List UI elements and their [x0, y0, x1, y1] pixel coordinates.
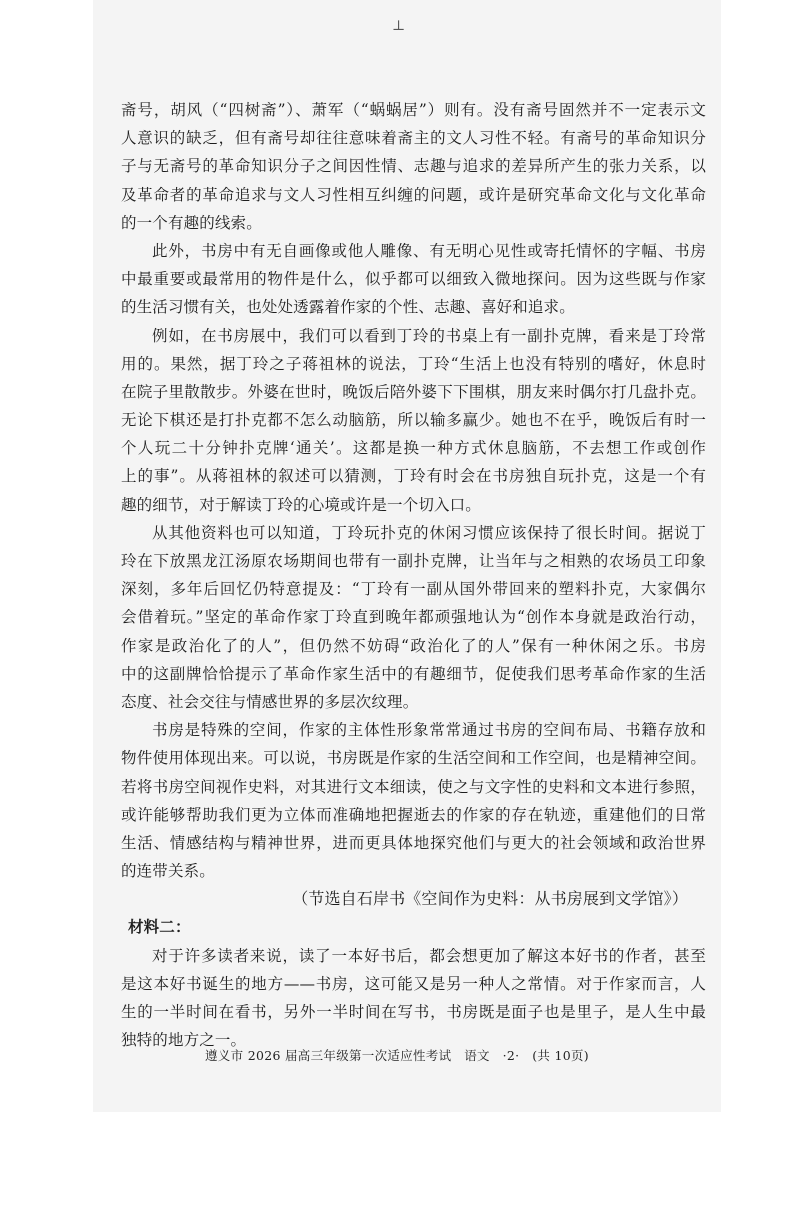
text-line: 生的一半时间在看书，另外一半时间在写书，书房既是面子也是里子，是人生中最: [121, 1003, 706, 1021]
text-line: 独特的地方之一。: [121, 1031, 247, 1050]
text-line: 无论下棋还是打扑克都不怎么动脑筋，所以输多赢少。她也不在乎，晚饭后有时一: [121, 411, 706, 430]
text-line: 中最重要或最常用的物件是什么，似乎都可以细致入微地探问。因为这些既与作家: [121, 270, 706, 289]
text-line: 上的事”。从蒋祖林的叙述可以猜测，丁玲有时会在书房独自玩扑克，这是一个有: [121, 467, 706, 486]
text-line: 个人玩二十分钟扑克牌‘通关’。这都是换一种方式休息脑筋，不去想工作或创作: [121, 439, 706, 458]
text-line: 会借着玩。”坚定的革命作家丁玲直到晚年都顽强地认为“创作本身就是政治行动，: [121, 608, 706, 627]
text-line: 中的这副牌恰恰提示了革命作家生活中的有趣细节，促使我们思考革命作家的生活: [121, 664, 706, 683]
paragraph-5: [121, 716, 706, 885]
text-line: 的生活习惯有关，也处处透露着作家的个性、志趣、喜好和追求。: [121, 298, 575, 317]
text-line: 的连带关系。: [121, 862, 215, 881]
text-line: 或许能够帮助我们更为立体而准确地把握逝去的作家的存在轨迹，重建他们的日常: [121, 805, 706, 824]
paragraph-4: [121, 519, 706, 716]
text-line: 在院子里散散步。外婆在世时，晚饭后陪外婆下下围棋，朋友来时偶尔打几盘扑克。: [121, 382, 706, 401]
text-line: 书房是特殊的空间，作家的主体性形象常常通过书房的空间布局、书籍存放和: [152, 721, 706, 740]
source-citation: （节选自石岸书《空间作为史料：从书房展到文学馆》）: [292, 889, 688, 909]
document-body: [121, 96, 706, 1054]
text-line: 及革命者的革命追求与文人习性相互纠缠的问题，或许是研究革命文化与文化革命: [121, 185, 706, 204]
text-line: 深刻，多年后回忆仍特意提及：“丁玲有一副从国外带回来的塑料扑克，大家偶尔: [121, 580, 706, 599]
text-line: 对于许多读者来说，读了一本好书后，都会想更加了解这本好书的作者，甚至: [152, 946, 706, 965]
text-line: 斋号，胡风（“四树斋”）、萧军（“蜗蜗居”）则有。没有斋号固然并不一定表示文: [121, 101, 706, 119]
text-line: 趣的细节，对于解读丁玲的心境或许是一个切入口。: [121, 495, 481, 514]
paragraph-1: [121, 96, 706, 237]
text-line: 人意识的缺乏，但有斋号却往往意味着斋主的文人习性不轻。有斋号的革命知识分: [121, 129, 706, 148]
text-line: 若将书房空间视作史料，对其进行文本细读，使之与文字性的史料和文本进行参照，: [121, 777, 706, 796]
text-line: 态度、社会交往与情感世界的多层次纹理。: [121, 692, 419, 711]
text-line: 作家是政治化了的人”，但仍然不妨碍“政治化了的人”保有一种休闲之乐。书房: [121, 636, 706, 655]
text-line: 玲在下放黑龙江汤原农场期间也带有一副扑克牌，让当年与之相熟的农场员工印象: [121, 552, 706, 570]
paragraph-3: [121, 322, 706, 519]
page-footer: 遵义市 2026 届高三年级第一次适应性考试 语文 ·2· (共 10页): [205, 1048, 589, 1063]
text-line: 用的。果然，据丁玲之子蒋祖林的说法，丁玲“生活上也没有特别的嗜好，休息时: [121, 354, 706, 373]
header-mark: ⊥: [392, 18, 406, 34]
section-heading: 材料二：: [128, 917, 191, 937]
text-line: 子与无斋号的革命知识分子之间因性情、志趣与追求的差异所产生的张力关系，以: [121, 157, 706, 176]
text-line: 物件使用体现出来。可以说，书房既是作家的生活空间和工作空间，也是精神空间。: [121, 749, 706, 768]
text-line: 是这本好书诞生的地方——书房，这可能又是另一种人之常情。对于作家而言，人: [121, 974, 706, 993]
text-line: 例如，在书房展中，我们可以看到丁玲的书桌上有一副扑克牌，看来是丁玲常: [152, 326, 706, 345]
text-line: 生活、情感结构与精神世界，进而更具体地探究他们与更大的社会领域和政治世界: [121, 833, 706, 852]
paragraph-6: [121, 942, 706, 1055]
text-line: 从其他资料也可以知道，丁玲玩扑克的休闲习惯应该保持了很长时间。据说丁: [152, 523, 706, 542]
text-line: 的一个有趣的线索。: [121, 213, 262, 232]
text-line: 此外，书房中有无自画像或他人雕像、有无明心见性或寄托情怀的字幅、书房: [152, 241, 706, 260]
paragraph-2: [121, 237, 706, 322]
